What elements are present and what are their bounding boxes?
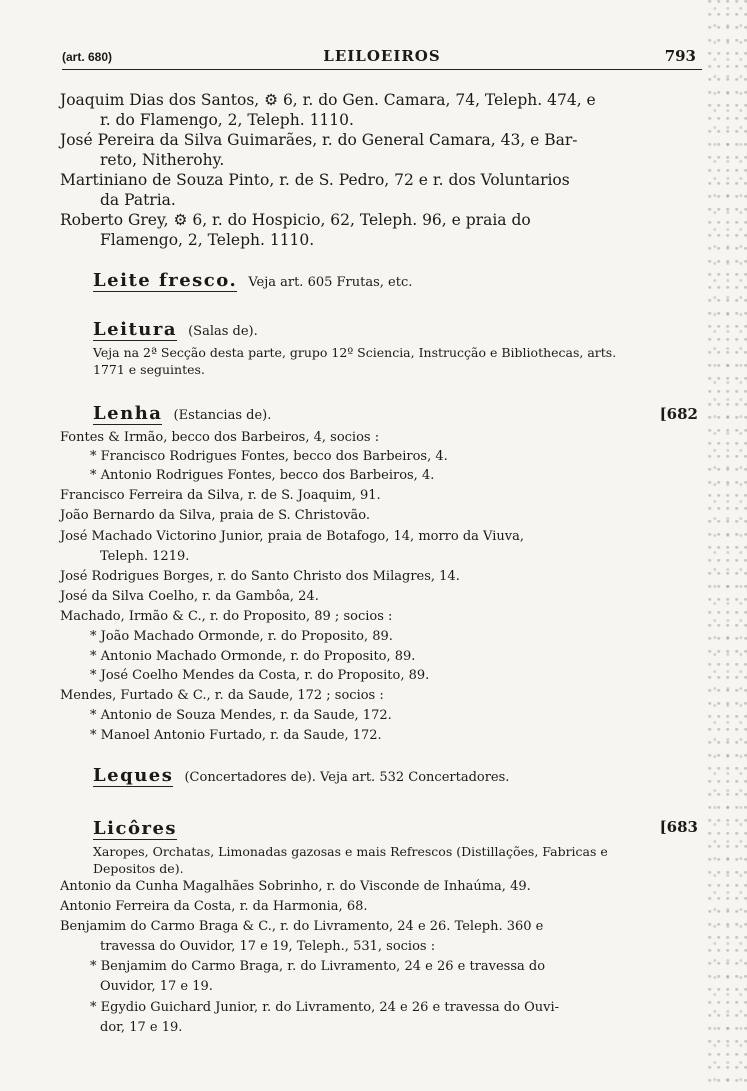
- section-leitura: [93, 319, 258, 341]
- section-title: Leitura: [93, 319, 177, 340]
- section-title: Lenha: [93, 403, 163, 424]
- page-title: LEILOEIROS: [323, 47, 441, 65]
- page-edge-specks: [707, 0, 747, 1091]
- entry-line: * Antonio Machado Ormonde, r. do Proposito, 89.: [90, 649, 416, 664]
- section-licores: [93, 818, 177, 840]
- entry-line: dor, 17 e 19.: [100, 1020, 183, 1035]
- entry-line: Ouvidor, 17 e 19.: [100, 979, 213, 994]
- entry-line: José da Silva Coelho, r. da Gambôa, 24.: [60, 589, 319, 604]
- entry-line: Antonio da Cunha Magalhães Sobrinho, r. do Visconde de Inhaúma, 49.: [60, 879, 531, 894]
- entry-line: Roberto Grey, ⚙ 6, r. do Hospicio, 62, Teleph. 96, e praia do: [60, 211, 531, 229]
- article-reference: (art. 680): [62, 50, 113, 64]
- section-title: Licôres: [93, 818, 178, 839]
- entry-line: José Rodrigues Borges, r. do Santo Christo dos Milagres, 14.: [60, 569, 460, 584]
- entry-line: * Antonio de Souza Mendes, r. da Saude, 172.: [90, 708, 392, 723]
- entry-line: Benjamim do Carmo Braga & C., r. do Livramento, 24 e 26. Teleph. 360 e: [60, 919, 544, 934]
- section-lenha: [93, 403, 271, 425]
- section-note: (Concertadores de). Veja art. 532 Concertadores.: [184, 770, 510, 785]
- entry-line: travessa do Ouvidor, 17 e 19, Teleph., 531, socios :: [100, 939, 436, 954]
- entry-line: Mendes, Furtado & C., r. da Saude, 172 ; socios :: [60, 688, 384, 703]
- section-title: Leques: [93, 765, 174, 786]
- entry-line: José Machado Victorino Junior, praia de Botafogo, 14, morro da Viuva,: [60, 529, 524, 544]
- entry-line: Machado, Irmão & C., r. do Proposito, 89 ; socios :: [60, 609, 393, 624]
- entry-line: Martiniano de Souza Pinto, r. de S. Pedro, 72 e r. dos Voluntarios: [60, 171, 570, 189]
- page-number: 793: [664, 47, 696, 65]
- entry-line: Joaquim Dias dos Santos, ⚙ 6, r. do Gen. Camara, 74, Teleph. 474, e: [60, 91, 596, 109]
- section-title: Leite fresco.: [93, 270, 238, 291]
- entry-line: da Patria.: [100, 191, 176, 209]
- section-description: Veja na 2ª Secção desta parte, grupo 12º Sciencia, Instrucção e Bibliothecas, arts.: [93, 345, 617, 360]
- entry-line: * Benjamim do Carmo Braga, r. do Livramento, 24 e 26 e travessa do: [90, 959, 546, 974]
- section-note: Veja art. 605 Frutas, etc.: [248, 275, 413, 290]
- entry-line: Fontes & Irmão, becco dos Barbeiros, 4, socios :: [60, 430, 380, 445]
- entry-line: Teleph. 1219.: [100, 549, 190, 564]
- entry-line: Francisco Ferreira da Silva, r. de S. Joaquim, 91.: [60, 488, 381, 503]
- entry-line: * José Coelho Mendes da Costa, r. do Proposito, 89.: [90, 668, 430, 683]
- section-number: [682: [659, 405, 698, 423]
- section-description: Xaropes, Orchatas, Limonadas gazosas e mais Refrescos (Distillações, Fabricas e: [93, 844, 608, 859]
- entry-line: * João Machado Ormonde, r. do Proposito, 89.: [90, 629, 393, 644]
- entry-line: reto, Nitherohy.: [100, 151, 225, 169]
- section-note: (Salas de).: [188, 324, 258, 339]
- entry-line: * Francisco Rodrigues Fontes, becco dos Barbeiros, 4.: [90, 449, 448, 464]
- section-leite-fresco: [93, 270, 412, 292]
- page-header: [62, 45, 702, 71]
- entry-line: * Manoel Antonio Furtado, r. da Saude, 172.: [90, 728, 382, 743]
- section-number: [683: [659, 818, 698, 836]
- header-rule: [62, 69, 702, 70]
- section-note: (Estancias de).: [173, 408, 272, 423]
- section-description: 1771 e seguintes.: [93, 362, 205, 377]
- entry-line: * Egydio Guichard Junior, r. do Livramento, 24 e 26 e travessa do Ouvi-: [90, 1000, 560, 1015]
- entry-line: Flamengo, 2, Teleph. 1110.: [100, 231, 315, 249]
- section-description: Depositos de).: [93, 861, 184, 876]
- entry-line: João Bernardo da Silva, praia de S. Christovão.: [60, 508, 371, 523]
- entry-line: r. do Flamengo, 2, Teleph. 1110.: [100, 111, 354, 129]
- section-leques: [93, 765, 509, 787]
- entry-line: Antonio Ferreira da Costa, r. da Harmonia, 68.: [60, 899, 368, 914]
- entry-line: José Pereira da Silva Guimarães, r. do General Camara, 43, e Bar-: [60, 131, 578, 149]
- entry-line: * Antonio Rodrigues Fontes, becco dos Barbeiros, 4.: [90, 468, 435, 483]
